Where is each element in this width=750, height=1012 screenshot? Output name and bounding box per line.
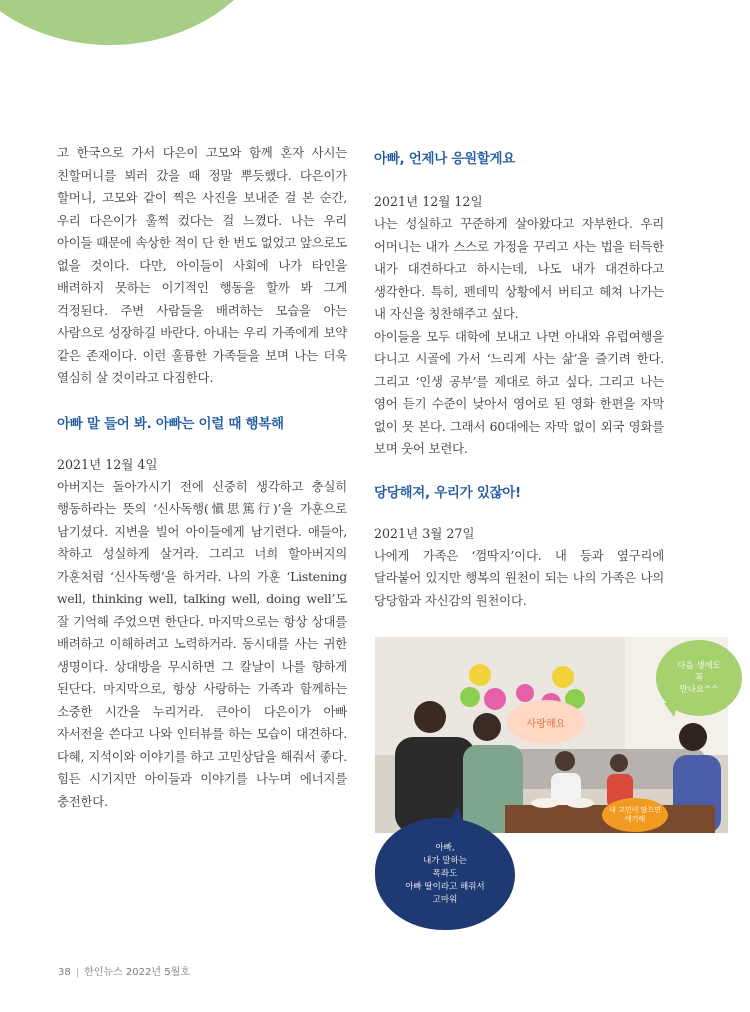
balloon-green — [460, 687, 480, 707]
right-column — [374, 142, 664, 612]
section-date: 2021년 12월 4일 — [57, 456, 158, 472]
section-heading-confident: 당당해져, 우리가 있잖아! — [374, 484, 521, 501]
section1-body-2: 아이들을 모두 대학에 보내고 나면 아내와 유럽여행을 다니고 시골에 가서 ‘느리게 사는 삶’을 즐기려 한다. 그리고 ‘인생 공부’를 제대로 하고 싶다. 그리고 나는 영어 듣기 수준이 낮아서 영어로 된 영화 한편을 자막 없이 못 본다. 그래서 60대에는 자막 없이 외국 영화를 보며 웃어 보련다. — [374, 328, 664, 456]
intro-paragraph: 고 한국으로 가서 다은이 고모와 함께 혼자 사시는 친할머니를 뵈러 갔을 때 정말 뿌듯했다. 다은이가 할머니, 고모와 같이 찍은 사진을 보내준 걸 본 순간, 우리 다은이가 훌쩍 컸다는 걸 느꼈다. 나는 우리 아이들 때문에 속상한 적이 단 한 번도 없었고 앞으로도 없을 것이다. 다만, 아이들이 사회에 나가 타인을 배려하지 못하는 이기적인 행동을 할까 봐 그게 걱정된다. 주변 사람들을 배려하는 모습을 아는 사람으로 성장하길 바란다. 아내는 우리 가족에게 보약 같은 존재이다. 이런 훌륭한 가족들을 보며 나는 더욱 열심히 살 것이라고 다짐한다. — [57, 145, 347, 385]
speech-bubble-navy-text: 아빠, 내가 말하는 폭좌도 아빠 딸이라고 해줘서 고마워 — [405, 842, 485, 905]
speech-bubble-orange — [602, 798, 668, 832]
speech-bubble-navy — [375, 818, 515, 930]
balloon-pink-2 — [516, 684, 534, 702]
section-heading-dad-happy: 아빠 말 들어 봐. 아빠는 이럴 때 행복해 — [57, 415, 284, 432]
decorative-green-blob — [0, 0, 280, 45]
balloon-yellow — [469, 664, 491, 686]
section2-body: 나에게 가족은 ‘껌딱지’이다. 내 등과 옆구리에 달라붙어 있지만 행복의 원천이 되는 나의 가족은 나의 당당함과 자신감의 원천이다. — [374, 547, 664, 608]
publication-title: 한인뉴스 2022년 5월호 — [84, 967, 190, 978]
section-heading-cheer: 아빠, 언제나 응원할게요 — [374, 151, 516, 167]
page-number: 38 — [58, 967, 71, 978]
speech-bubble-green — [656, 640, 742, 716]
left-column — [57, 142, 347, 813]
section-body: 아버지는 돌아가시기 전에 신중히 생각하고 충실히 행동하라는 뜻의 ‘신사독행(愼思篤行)’을 가훈으로 남기셨다. 지변을 빌어 아이들에게 남기련다. 애들아, 착하고 성실하게 살거라. 그리고 너희 할아버지의 가훈처럼 ‘신사독행’을 하거라. 나의 가훈 ‘Listening well, thinking well, talking well, doing well’도 잘 기억해 주었으면 한단다. 마지막으로는 항상 상대를 배려하고 이해하려고 노력하거라. 동시대를 사는 귀한 생명이다. 상대방을 무시하면 그 칼날이 나를 향하게 된단다. 마지막으로, 항상 사랑하는 가족과 함께하는 소중한 시간을 누리거라. 큰아이 다은이가 아빠 자서전을 쓴다고 나와 인터뷰를 하는 모습이 대견하다. 다혜, 지석이와 이야기를 하고 고민상담을 해줘서 좋다. 힘든 시기지만 아이들과 이야기를 나누며 에너지를 충전한다. — [57, 478, 347, 809]
page-footer — [58, 963, 190, 978]
speech-bubble-orange-text: 내 고민이 많으면 얘기해 — [609, 806, 661, 823]
section2-date: 2021년 3월 27일 — [374, 525, 475, 541]
footer-separator: | — [75, 967, 80, 978]
balloon-yellow-2 — [552, 666, 574, 688]
speech-bubble-green-text: 다음 생에도 꼭 만나요^^ — [677, 661, 721, 695]
balloon-pink — [484, 688, 506, 710]
speech-bubble-peach — [507, 700, 585, 744]
section1-date: 2021년 12월 12일 — [374, 194, 483, 209]
speech-bubble-peach-text: 사랑해요 — [526, 718, 566, 730]
section1-body: 나는 성실하고 꾸준하게 살아왔다고 자부한다. 우리 어머니는 내가 스스로 가정을 꾸리고 사는 법을 터득한 내가 대견하다고 하시는데, 나도 내가 대견하다고 생각한다. 특히, 펜데믹 상황에서 버티고 헤쳐 나가는 내 자신을 칭찬해주고 싶다. — [374, 216, 664, 321]
